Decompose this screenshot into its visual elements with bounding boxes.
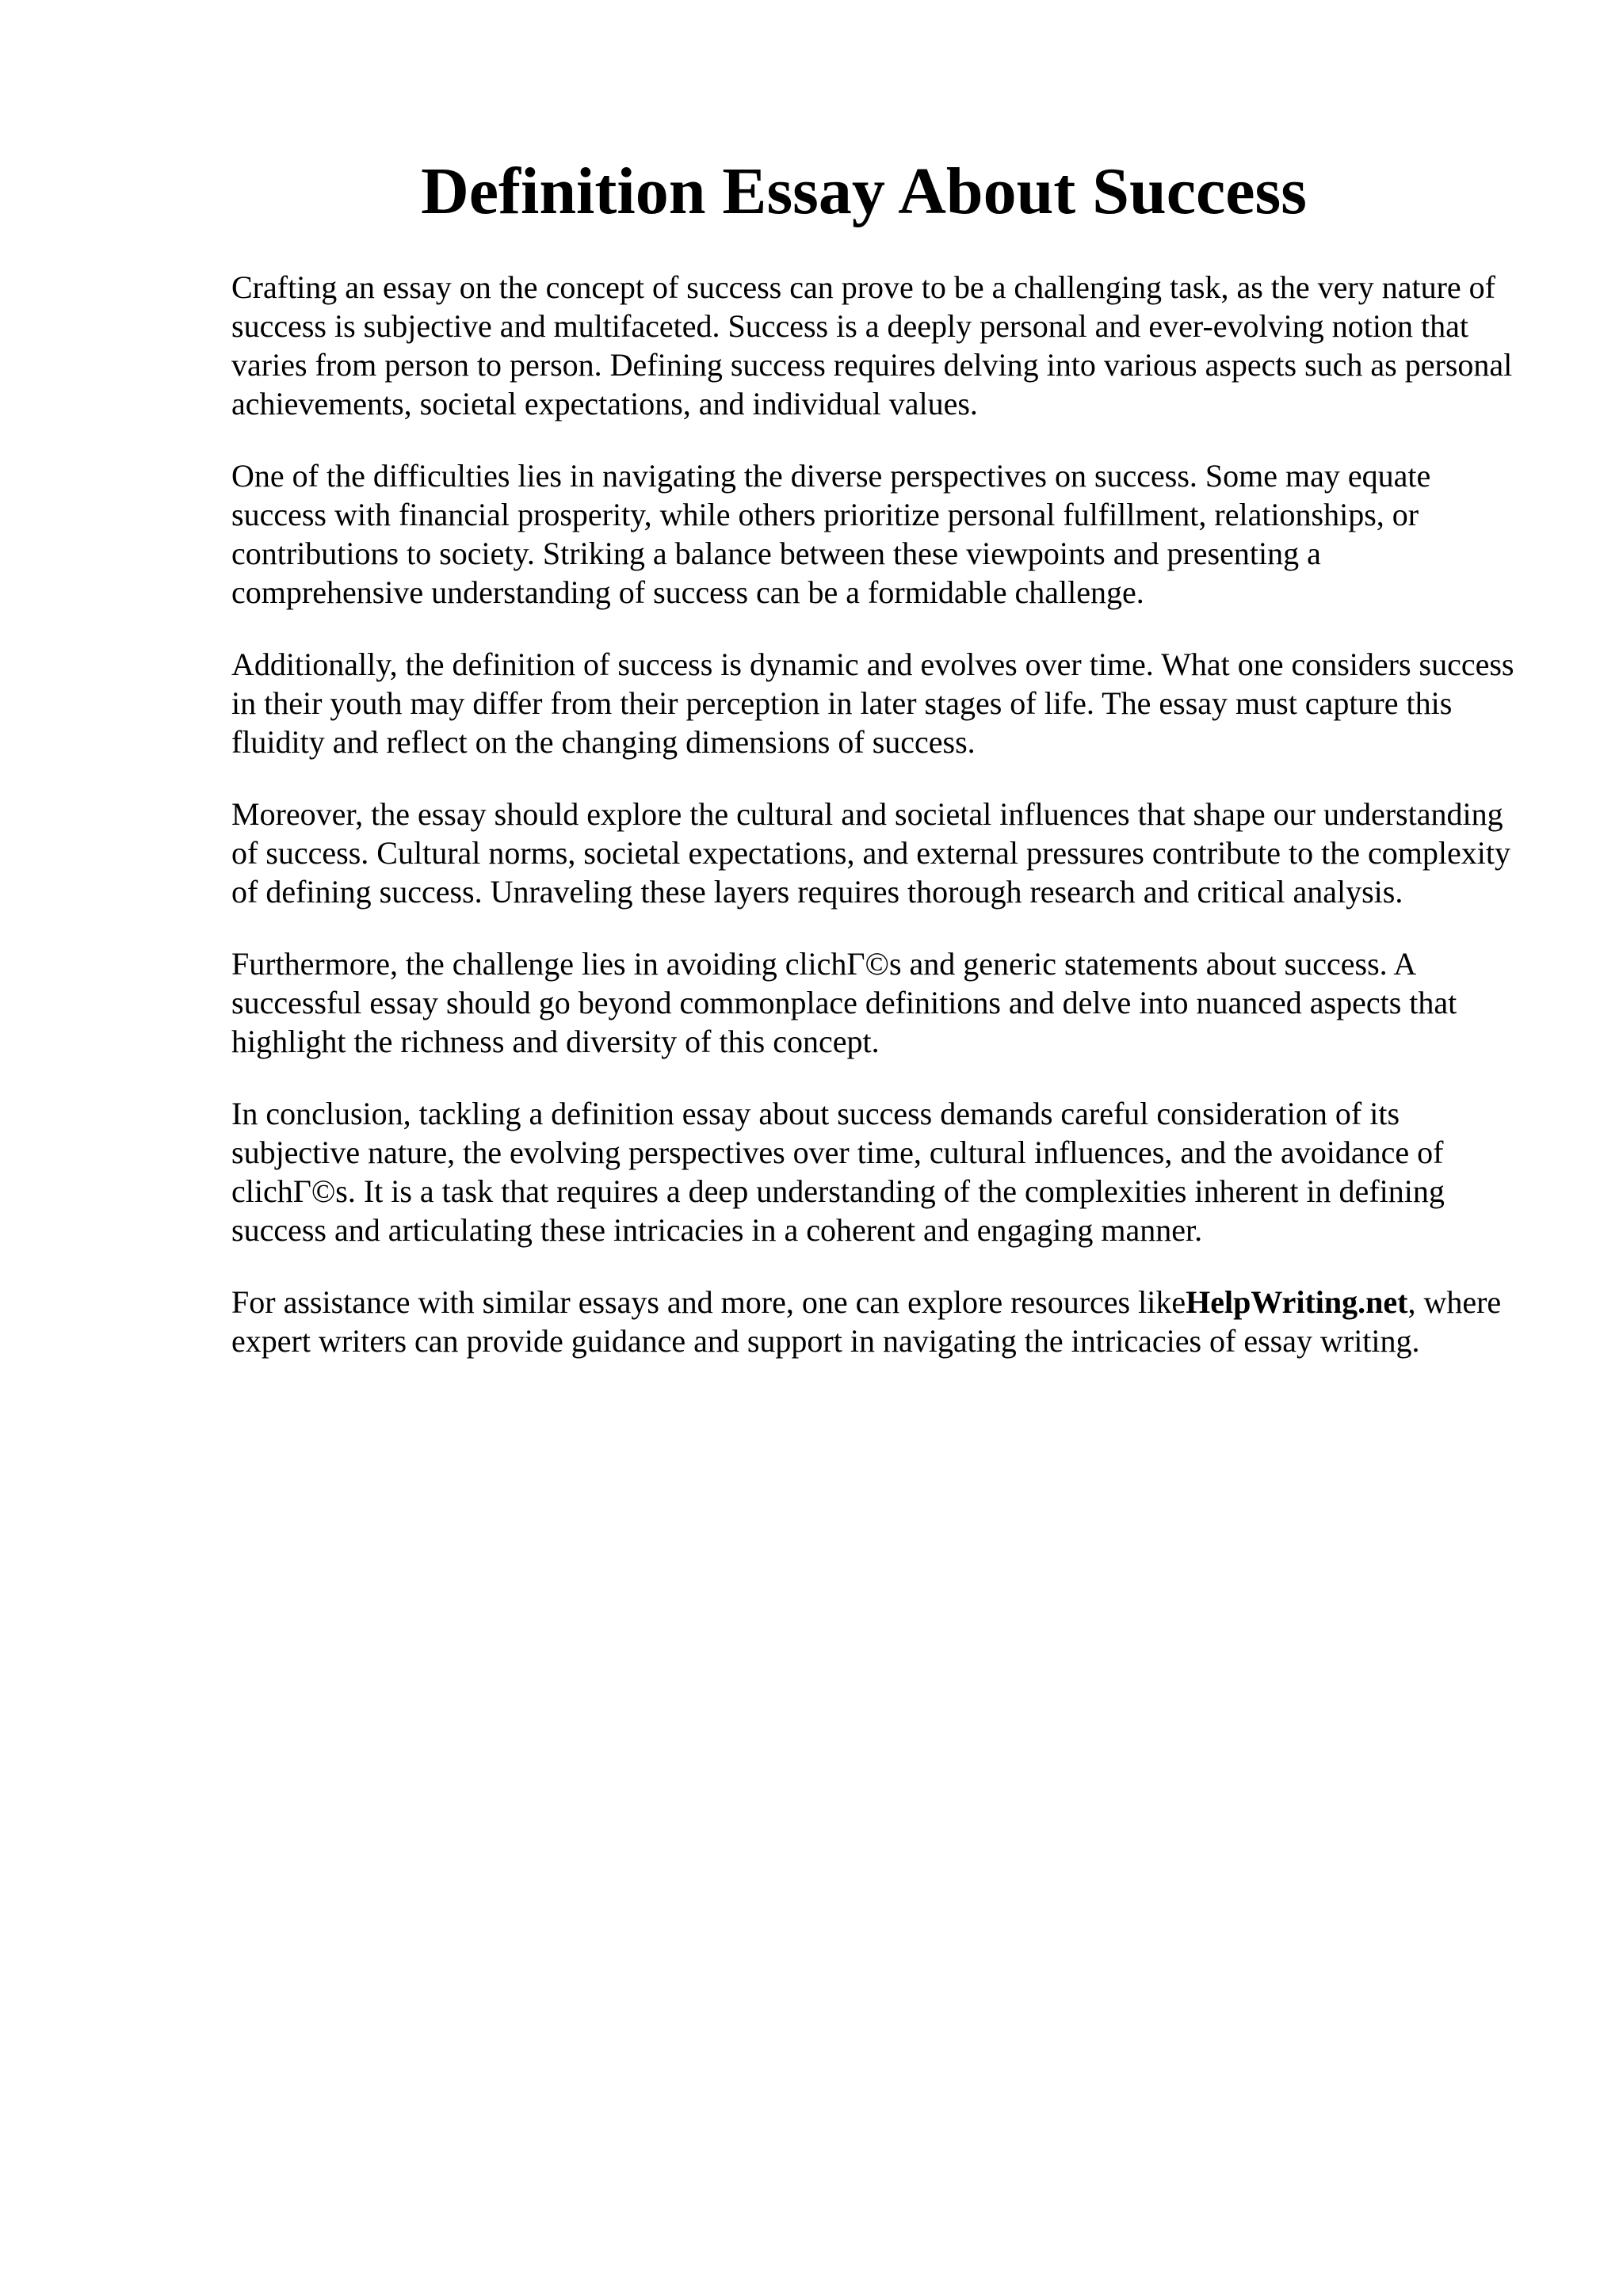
page-title: Definition Essay About Success [421, 154, 1307, 228]
closing-text-after: , where expert writers can provide guidance and support in navigating the intricacies of essay writing. [231, 1284, 1502, 1359]
essay-body [231, 268, 1515, 1394]
paragraph-perspectives: One of the difficulties lies in navigating the diverse perspectives on success. Some may equate success with financial prosperity, while others prioritize personal fulfillment, relationships, or contributions to society. Striking a balance between these viewpoints and presenting a comprehensive understanding of success can be a formidable challenge. [231, 458, 1431, 610]
paragraph-dynamic: Additionally, the definition of success is dynamic and evolves over time. What one considers success in their youth may differ from their perception in later stages of life. The essay must capture this fluidity and reflect on the changing dimensions of success. [231, 646, 1514, 760]
paragraph-cliches: Furthermore, the challenge lies in avoiding clichΓ©s and generic statements about success. A successful essay should go beyond commonplace definitions and delve into nuanced aspects that highlight the richness and diversity of this concept. [231, 946, 1457, 1059]
helpwriting-link[interactable]: HelpWriting.net [1186, 1284, 1408, 1320]
paragraph-cultural: Moreover, the essay should explore the cultural and societal influences that shape our understanding of success. Cultural norms, societal expectations, and external pressures contribute to the complexity of defining success. Unraveling these layers requires thorough research and critical analysis. [231, 796, 1510, 910]
paragraph-intro: Crafting an essay on the concept of success can prove to be a challenging task, as the very nature of success is subjective and multifaceted. Success is a deeply personal and ever-evolving notion that varies from person to person. Defining success requires delving into various aspects such as personal achievements, societal expectations, and individual values. [231, 269, 1513, 421]
paragraph-conclusion: In conclusion, tackling a definition essay about success demands careful consideration of its subjective nature, the evolving perspectives over time, cultural influences, and the avoidance of clichΓ©s. It is a task that requires a deep understanding of the complexities inherent in defining success and articulating these intricacies in a coherent and engaging manner. [231, 1096, 1445, 1248]
paragraph-closing [231, 1283, 1515, 1360]
closing-text-before: For assistance with similar essays and more, one can explore resources like [231, 1284, 1186, 1320]
